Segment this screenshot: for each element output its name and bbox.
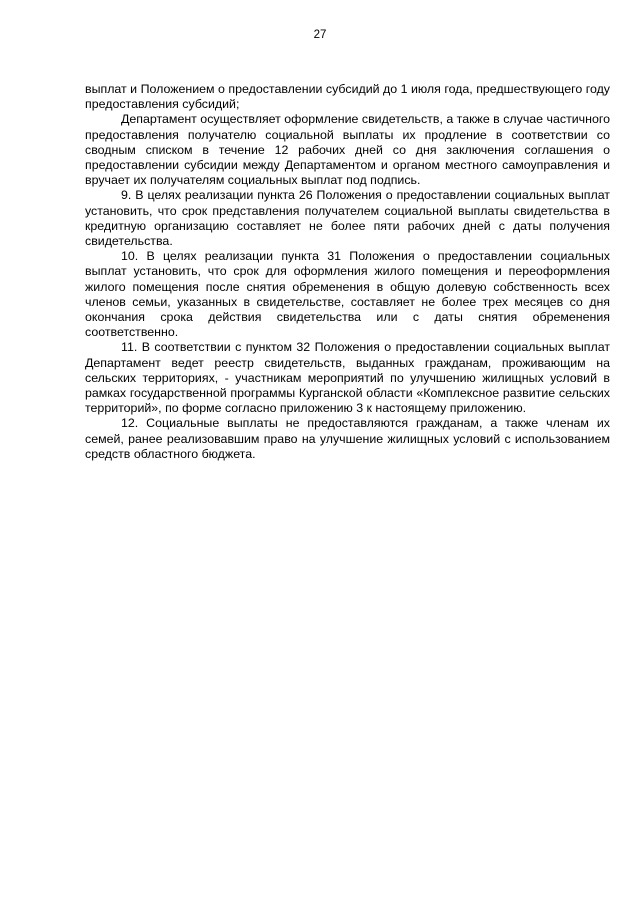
paragraph-item-11: 11. В соответствии с пунктом 32 Положения о предоставлении социальных выплат Департамент ведет реестр свидетельств, выданных гражданам, проживающим на сельских территориях, - участникам мероприятий по улучшению жилищных условий в рамках государственной программы Курганской области «Комплексное развитие сельских территорий», по форме согласно приложению 3 к настоящему приложению. (85, 340, 610, 416)
paragraph-department-certificates: Департамент осуществляет оформление свидетельств, а также в случае частичного предоставления получателю социальной выплаты их продление в соответствии со сводным списком в течение 12 рабочих дней со дня заключения соглашения о предоставлении субсидии между Департаментом и органом местного самоуправления и вручает их получателям социальных выплат под подпись. (85, 112, 610, 188)
paragraph-item-10: 10. В целях реализации пункта 31 Положения о предоставлении социальных выплат установить, что срок для оформления жилого помещения и переоформления жилого помещения после снятия обременения в общую долевую собственность всех членов семьи, указанных в свидетельстве, составляет не более трех месяцев со дня окончания срока действия свидетельства или с даты снятия обременения соответственно. (85, 249, 610, 340)
paragraph-item-12: 12. Социальные выплаты не предоставляются гражданам, а также членам их семей, ранее реализовавшим право на улучшение жилищных условий с использованием средств областного бюджета. (85, 416, 610, 461)
paragraph-continuation: выплат и Положением о предоставлении субсидий до 1 июля года, предшествующего году предоставления субсидий; (85, 82, 610, 112)
paragraph-item-9: 9. В целях реализации пункта 26 Положения о предоставлении социальных выплат установить, что срок представления получателем социальной выплаты свидетельства в кредитную организацию составляет не более пяти рабочих дней с даты получения свидетельства. (85, 188, 610, 249)
document-body (85, 82, 610, 462)
page-number: 27 (313, 29, 327, 41)
